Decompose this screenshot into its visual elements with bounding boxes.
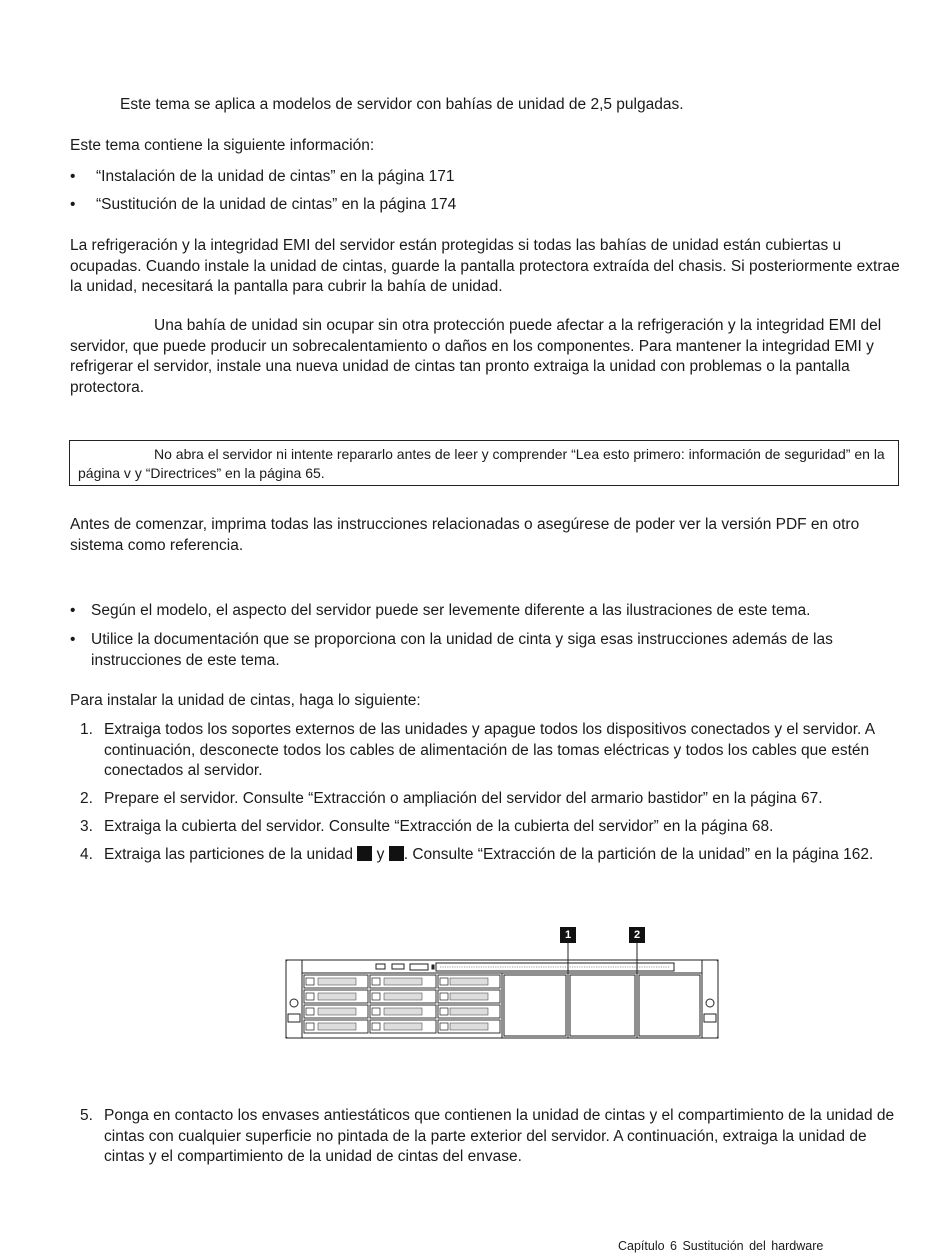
step-number: 2.	[80, 790, 93, 807]
step-number: 3.	[80, 818, 93, 835]
step-text: Prepare el servidor. Consulte “Extracción o ampliación del servidor del armario bastidor” en la página 67.	[104, 790, 823, 807]
callout-1: 1	[560, 927, 576, 943]
before-paragraph: Antes de comenzar, imprima todas las instrucciones relacionadas o asegúrese de poder ver la versión PDF en otro sistema como referencia.	[70, 516, 860, 554]
step-text-part: . Consulte “Extracción de la partición de la unidad” en la página 162.	[403, 846, 874, 863]
step-number: 1.	[80, 721, 93, 738]
note-text: Según el modelo, el aspecto del servidor puede ser levemente diferente a las ilustraciones de este tema.	[91, 602, 811, 619]
step-number: 5.	[80, 1107, 93, 1124]
step-text: Ponga en contacto los envases antiestáticos que contienen la unidad de cintas y el compartimiento de la unidad de cintas con cualquier superficie no pintada de la parte exterior del servidor. A continuación, extraiga la unidad de cintas y el compartimiento de la unidad de cintas del envase.	[104, 1107, 895, 1165]
callout-2: 2	[629, 927, 645, 943]
warning-text: No abra el servidor ni intente repararlo antes de leer y comprender “Lea esto primero: información de seguridad” en la página v y “Directrices” en la página 65.	[78, 446, 885, 481]
callout-1-icon	[357, 846, 372, 861]
warning-box	[69, 440, 899, 486]
right-handle-icon	[706, 999, 714, 1007]
link-replacement[interactable]: “Sustitución de la unidad de cintas” en la página 174	[96, 196, 457, 213]
step-text-part: Extraiga las particiones de la unidad	[104, 846, 354, 863]
attention-paragraph: Una bahía de unidad sin ocupar sin otra protección puede afectar a la refrigeración y la integridad EMI del servidor, que puede producir un sobrecalentamiento o daños en los componentes. Para mantener la integridad EMI y refrigerar el servidor, instale una nueva unidad de cintas tan pronto extraiga la unidad con problemas o la pantalla protectora.	[70, 317, 882, 396]
contains-text: Este tema contiene la siguiente información:	[70, 137, 375, 154]
step-number: 4.	[80, 846, 93, 863]
intro-text: Este tema se aplica a modelos de servidor con bahías de unidad de 2,5 pulgadas.	[120, 96, 684, 113]
step-text-part: y	[376, 846, 385, 863]
callout-2-icon	[389, 846, 404, 861]
note-text: Utilice la documentación que se proporciona con la unidad de cinta y siga esas instrucciones además de las instrucciones de este tema.	[91, 631, 833, 669]
step-text	[104, 845, 902, 866]
procedure-intro: Para instalar la unidad de cintas, haga lo siguiente:	[70, 692, 421, 709]
bullet-icon: •	[70, 168, 76, 185]
cooling-paragraph: La refrigeración y la integridad EMI del servidor están protegidas si todas las bahías de unidad están cubiertas u ocupadas. Cuando instale la unidad de cintas, guarde la pantalla protectora extraída del chasis. Si posteriormente extrae la unidad, necesitará la pantalla para cubrir la bahía de unidad.	[70, 237, 900, 295]
server-front-illustration	[284, 940, 722, 1044]
link-installation[interactable]: “Instalación de la unidad de cintas” en la página 171	[96, 168, 455, 185]
step-text: Extraiga todos los soportes externos de las unidades y apague todos los dispositivos conectados y el servidor. A continuación, desconecte todos los cables de alimentación de las tomas eléctricas y todos los cables que estén conectados al servidor.	[104, 721, 875, 779]
bullet-icon: •	[70, 602, 76, 619]
left-handle-icon	[290, 999, 298, 1007]
page-footer: Capítulo 6 Sustitución del hardware	[618, 1239, 824, 1253]
step-text: Extraiga la cubierta del servidor. Consulte “Extracción de la cubierta del servidor” en la página 68.	[104, 818, 774, 835]
bullet-icon: •	[70, 631, 76, 648]
bullet-icon: •	[70, 196, 76, 213]
